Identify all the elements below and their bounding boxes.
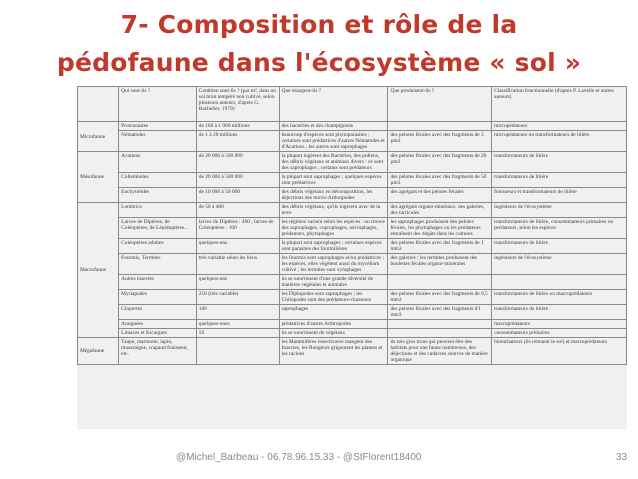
table-cell: prédatrices d'autres Arthropodes xyxy=(279,320,388,329)
table-cell: fouisseurs et transformateurs de litière xyxy=(492,188,627,203)
table-row xyxy=(78,152,627,173)
group-name-cell: Mégafaune xyxy=(78,338,119,365)
table-row xyxy=(78,239,627,254)
table-cell: de 20 000 à 500 000 xyxy=(196,152,279,173)
table-row xyxy=(78,329,627,338)
table-cell: les Mammifères insectivores mangent des Insectes, les Rongeurs grignotent les plantes et les racines xyxy=(279,338,388,365)
table-cell: des pelotes fécales avec des fragments de 1 mm3 xyxy=(388,239,492,254)
table-cell: la plupart sont saprophages ; quelques espèces sont prédatrices xyxy=(279,173,388,188)
page-number: 33 xyxy=(616,452,628,463)
table-cell: Protozoaires xyxy=(119,122,197,131)
table-cell: des bactéries et des champignons xyxy=(279,122,388,131)
table-header-row xyxy=(78,87,627,122)
table-cell: quelques-uns xyxy=(196,275,279,290)
table-row xyxy=(78,131,627,152)
table-cell: de 20 000 à 500 000 xyxy=(196,173,279,188)
table-cell: quelques-unes xyxy=(196,320,279,329)
table-row xyxy=(78,122,627,131)
table-header-cell: Que produisent-ils ? xyxy=(388,87,492,122)
table-header-cell: Combien sont-ils ? (par m², dans un sol brun tempéré non cultivé, selon plusieurs auteurs, d'après G. Bachelier, 1979) xyxy=(196,87,279,122)
table-row xyxy=(78,218,627,239)
group-name-cell: Microfaune xyxy=(78,122,119,152)
table-cell: des agrégats et des pelotes fécales xyxy=(388,188,492,203)
table-cell: transformateurs de litière xyxy=(492,173,627,188)
table-cell xyxy=(388,329,492,338)
table-row xyxy=(78,254,627,275)
table-cell: les Diplopodes sont saprophages ; les Chilopodes sont des prédateurs-chasseurs xyxy=(279,290,388,305)
table-cell xyxy=(388,275,492,290)
table-header-cell xyxy=(78,87,119,122)
table-cell: des pelotes fécales avec des fragments de 0,5 mm3 xyxy=(388,290,492,305)
table-cell xyxy=(388,122,492,131)
table-row xyxy=(78,338,627,365)
table-cell: des pelotes fécales avec des fragments d'1 mm3 xyxy=(388,305,492,320)
table-header-cell: Que mangent-ils ? xyxy=(279,87,388,122)
table-cell: 100 xyxy=(196,305,279,320)
table-cell: très variable selon les lieux xyxy=(196,254,279,275)
table-cell: de 10 000 à 50 000 xyxy=(196,188,279,203)
table-cell: ingénieurs de l'écosystème xyxy=(492,203,627,218)
table-cell: Collemboles xyxy=(119,173,197,188)
slide-title-line-1: 7- Composition et rôle de la xyxy=(120,10,518,39)
table-header-cell: Qui sont-ils ? xyxy=(119,87,197,122)
table-cell: de 50 à 400 xyxy=(196,203,279,218)
table-cell: la plupart sont saprophages ; certaines espèces sont parasites des fourmilières xyxy=(279,239,388,254)
table-cell: ils se nourrissent de végétaux xyxy=(279,329,388,338)
table-cell: de 1 à 20 millions xyxy=(196,131,279,152)
table-cell: Nématodes xyxy=(119,131,197,152)
table-cell: Lombrics xyxy=(119,203,197,218)
footer-credit: @Michel_Barbeau - 06.78.96.15.33 - @StFlorent18400 xyxy=(176,452,422,463)
table-row xyxy=(78,320,627,329)
scanned-table-image xyxy=(77,86,627,429)
table-cell: quelques-uns xyxy=(196,239,279,254)
table-cell: Araignées xyxy=(119,320,197,329)
table-cell: des agrégats organo-minéraux, des galeries, des turricules xyxy=(388,203,492,218)
table-cell: bioturbateurs (ils remuent le sol) et macroprédateurs xyxy=(492,338,627,365)
table-cell xyxy=(492,275,627,290)
group-name-cell: Macrofaune xyxy=(78,203,119,338)
table-cell: transformateurs de litière, consommateurs primaires ou prédateurs, selon les espèces xyxy=(492,218,627,239)
table-cell: Autres insectes xyxy=(119,275,197,290)
table-cell: des débris végétaux, qu'ils ingèrent avec de la terre xyxy=(279,203,388,218)
table-row xyxy=(78,305,627,320)
group-name-cell: Mésofaune xyxy=(78,152,119,203)
table-header-cell: Classification fonctionnelle (d'après P. Lavelle et autres auteurs) xyxy=(492,87,627,122)
table-cell: macroprédateurs xyxy=(492,320,627,329)
table-row xyxy=(78,188,627,203)
table-cell: Enchytréides xyxy=(119,188,197,203)
table-cell: Coléoptères adultes xyxy=(119,239,197,254)
table-cell: les fourmis sont saprophages et/ou prédatrices ; les espèces, elles végètent aussi du mycélium cultivé ; les termites sont xylophages xyxy=(279,254,388,275)
table-cell: micropédateurs xyxy=(492,122,627,131)
table-cell: ils se nourrissent d'une grande diversité de matières végétales et animales xyxy=(279,275,388,290)
slide-title xyxy=(0,6,638,82)
table-cell: les régimes varient selon les espèces : on trouve des saprophages, coprophages, nécrophages, prédateurs, phytophages xyxy=(279,218,388,239)
table-cell: Fourmis, Termites xyxy=(119,254,197,275)
table-cell: de 100 à 1 000 millions xyxy=(196,122,279,131)
table-cell: saprophages xyxy=(279,305,388,320)
table-cell: la plupart ingèrent des Bactéries, des pollens, des débris végétaux et animaux divers : ce sont des saprophages ; certains sont prédateurs xyxy=(279,152,388,173)
table-cell: transformateurs de litière xyxy=(492,305,627,320)
table-cell: des pelotes fécales avec des fragments de 20 µm3 xyxy=(388,152,492,173)
table-cell: ingénieurs de l'écosystème xyxy=(492,254,627,275)
table-cell: les saprophages produisent des pelotes fécales, les phytophages ou les prédateurs entraînent des dégâts dans les cultures xyxy=(388,218,492,239)
table-cell: des débris végétaux en décomposition, les déjections des micro-Arthropodes xyxy=(279,188,388,203)
table-cell: transformateurs de litière xyxy=(492,152,627,173)
table-cell xyxy=(388,320,492,329)
table-row xyxy=(78,290,627,305)
table-cell: beaucoup d'espèces sont phytoparasites ; certaines sont prédatrices d'autres Nématodes et d'Acariens ; les autres sont saprophages xyxy=(279,131,388,152)
table-row xyxy=(78,203,627,218)
table-row xyxy=(78,173,627,188)
table-cell: Larves de Diptères, de Coléoptères, de Lépidoptères... xyxy=(119,218,197,239)
table-cell: Acariens xyxy=(119,152,197,173)
table-body xyxy=(78,122,627,365)
table-cell: 250 (très variable) xyxy=(196,290,279,305)
pedofauna-table xyxy=(77,86,627,365)
table-cell: Cloportes xyxy=(119,305,197,320)
table-cell: consommateurs primaires xyxy=(492,329,627,338)
table-cell: Myriapodes xyxy=(119,290,197,305)
slide-title-line-2: pédofaune dans l'écosystème « sol » xyxy=(56,48,582,77)
table-cell: larves de Diptères : 400 ; larves de Coléoptères : 100 xyxy=(196,218,279,239)
table-cell: Limaces et Escargots xyxy=(119,329,197,338)
table-cell: ils très gros trous qui peuvent être des habitats pour une faune nombreuse, des déjections et des cadavres sources de matière organique xyxy=(388,338,492,365)
table-cell: transformateurs de litière xyxy=(492,239,627,254)
table-cell: Taupe, marmotte, lapin, musaraigne, crapaud fouisseur, etc. xyxy=(119,338,197,365)
table-cell: transformateurs de litière ou macroprédateurs xyxy=(492,290,627,305)
table-cell: micropédateurs ou transformateurs de litière xyxy=(492,131,627,152)
table-cell: des galeries ; les termites produisent des boulettes fécales organo-minérales xyxy=(388,254,492,275)
table-cell: des pelotes fécales avec des fragments de 3 µm3 xyxy=(388,131,492,152)
table-row xyxy=(78,275,627,290)
table-cell: 50 xyxy=(196,329,279,338)
table-cell xyxy=(196,338,279,365)
table-cell: des pelotes fécales avec des fragments de 50 µm3 xyxy=(388,173,492,188)
